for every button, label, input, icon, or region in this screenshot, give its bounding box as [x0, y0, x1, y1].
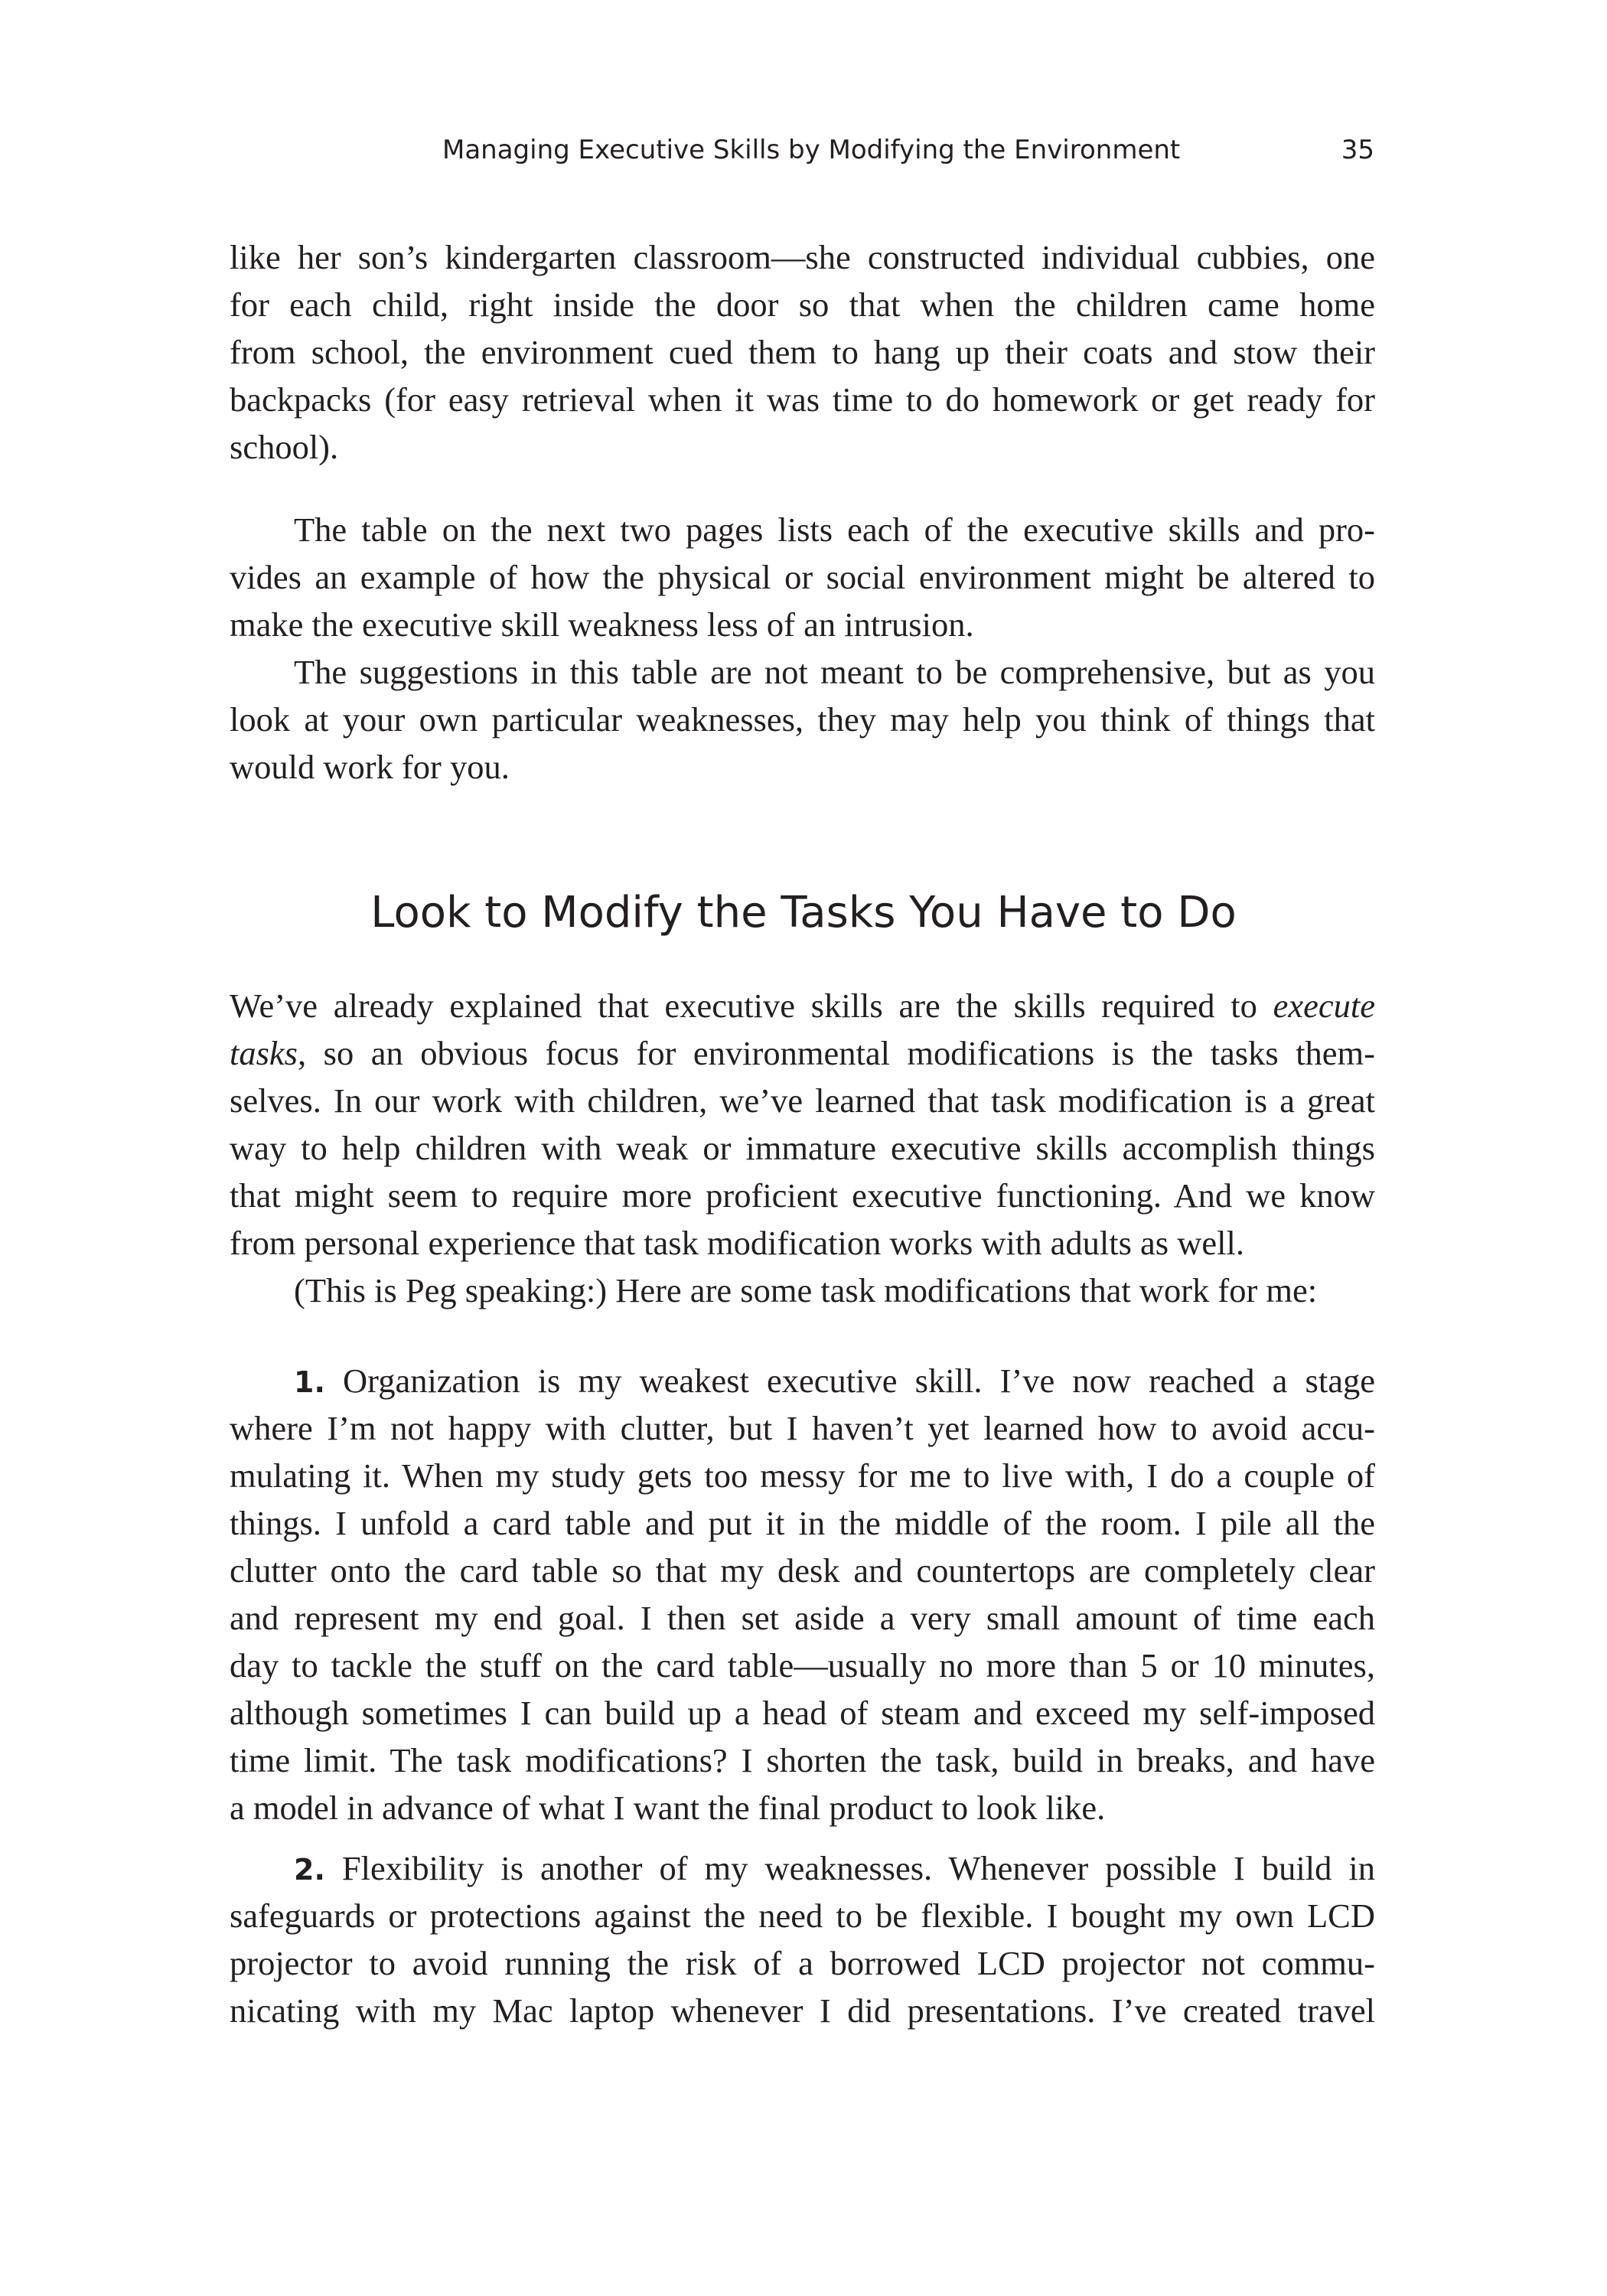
text-line: like her son’s kindergarten classroom—she constructed individual cubbies, one	[230, 238, 1375, 276]
text-line: (This is Peg speaking:) Here are some task modifications that work for me:	[294, 1271, 1318, 1309]
list-item-flexibility	[230, 1844, 1375, 2034]
text-line: day to tackle the stuff on the card table—usually no more than 5 or 10 minutes,	[230, 1646, 1375, 1684]
text-line	[230, 1029, 1375, 1077]
list-item-number: 1.	[294, 1365, 325, 1399]
text-line: from personal experience that task modification works with adults as well.	[230, 1224, 1244, 1262]
section-heading: Look to Modify the Tasks You Have to Do	[370, 888, 1237, 938]
page-header	[442, 135, 1374, 174]
list-item-organization	[230, 1357, 1375, 1831]
list-item-number: 2.	[294, 1853, 325, 1887]
text-line: and represent my end goal. I then set aside a very small amount of time each	[230, 1599, 1375, 1637]
text-line: nicating with my Mac laptop whenever I did presentations. I’ve created travel	[230, 1991, 1375, 2030]
running-title: Managing Executive Skills by Modifying the Environment	[442, 135, 1181, 165]
text-line: mulating it. When my study gets too messy for me to live with, I do a couple of	[230, 1456, 1375, 1495]
text-line	[230, 1357, 1375, 1404]
text-segment: We’ve already explained that executive skills are the skills required to	[230, 987, 1273, 1025]
text-line: where I’m not happy with clutter, but I haven’t yet learned how to avoid accu-	[230, 1409, 1375, 1447]
text-line: a model in advance of what I want the final product to look like.	[230, 1789, 1106, 1827]
text-line: make the executive skill weakness less of an intrusion.	[230, 605, 974, 644]
text-segment: Flexibility is another of my weaknesses. Whenever possible I build in	[324, 1849, 1375, 1887]
paragraph-task-modification	[230, 982, 1375, 1314]
text-line: for each child, right inside the door so that when the children came home	[230, 285, 1375, 324]
text-line: vides an example of how the physical or social environment might be altered to	[230, 558, 1375, 596]
text-line: projector to avoid running the risk of a borrowed LCD projector not commu-	[230, 1944, 1375, 1982]
text-line: way to help children with weak or immature executive skills accomplish things	[230, 1129, 1375, 1167]
text-line	[230, 982, 1375, 1029]
text-line: backpacks (for easy retrieval when it was time to do homework or get ready for	[230, 380, 1375, 419]
text-line: selves. In our work with children, we’ve learned that task modification is a great	[230, 1081, 1375, 1120]
text-line: The table on the next two pages lists each of the executive skills and pro-	[294, 510, 1375, 549]
text-line: The suggestions in this table are not meant to be comprehensive, but as you	[294, 653, 1375, 691]
text-line: from school, the environment cued them to hang up their coats and stow their	[230, 333, 1375, 371]
text-line: clutter onto the card table so that my desk and countertops are completely clear	[230, 1551, 1375, 1590]
paragraph-table-intro	[230, 506, 1375, 791]
text-line: school).	[230, 428, 339, 466]
text-line: that might seem to require more proficient executive functioning. And we know	[230, 1176, 1375, 1215]
text-line: although sometimes I can build up a head of steam and exceed my self-imposed	[230, 1694, 1375, 1732]
emphasis-text: tasks	[230, 1034, 298, 1072]
text-line: would work for you.	[230, 748, 510, 786]
emphasis-text: execute	[1273, 987, 1375, 1025]
text-line: things. I unfold a card table and put it in the middle of the room. I pile all the	[230, 1504, 1375, 1542]
text-line	[230, 1844, 1375, 1892]
page-number: 35	[1341, 135, 1374, 165]
text-segment: , so an obvious focus for environmental modifications is the tasks them-	[298, 1034, 1375, 1072]
text-line: look at your own particular weaknesses, they may help you think of things that	[230, 700, 1375, 739]
text-segment: Organization is my weakest executive skill. I’ve now reached a stage	[324, 1362, 1375, 1400]
text-line: time limit. The task modifications? I shorten the task, build in breaks, and have	[230, 1741, 1375, 1779]
paragraph-continued	[230, 233, 1375, 471]
text-line: safeguards or protections against the need to be flexible. I bought my own LCD	[230, 1896, 1375, 1935]
